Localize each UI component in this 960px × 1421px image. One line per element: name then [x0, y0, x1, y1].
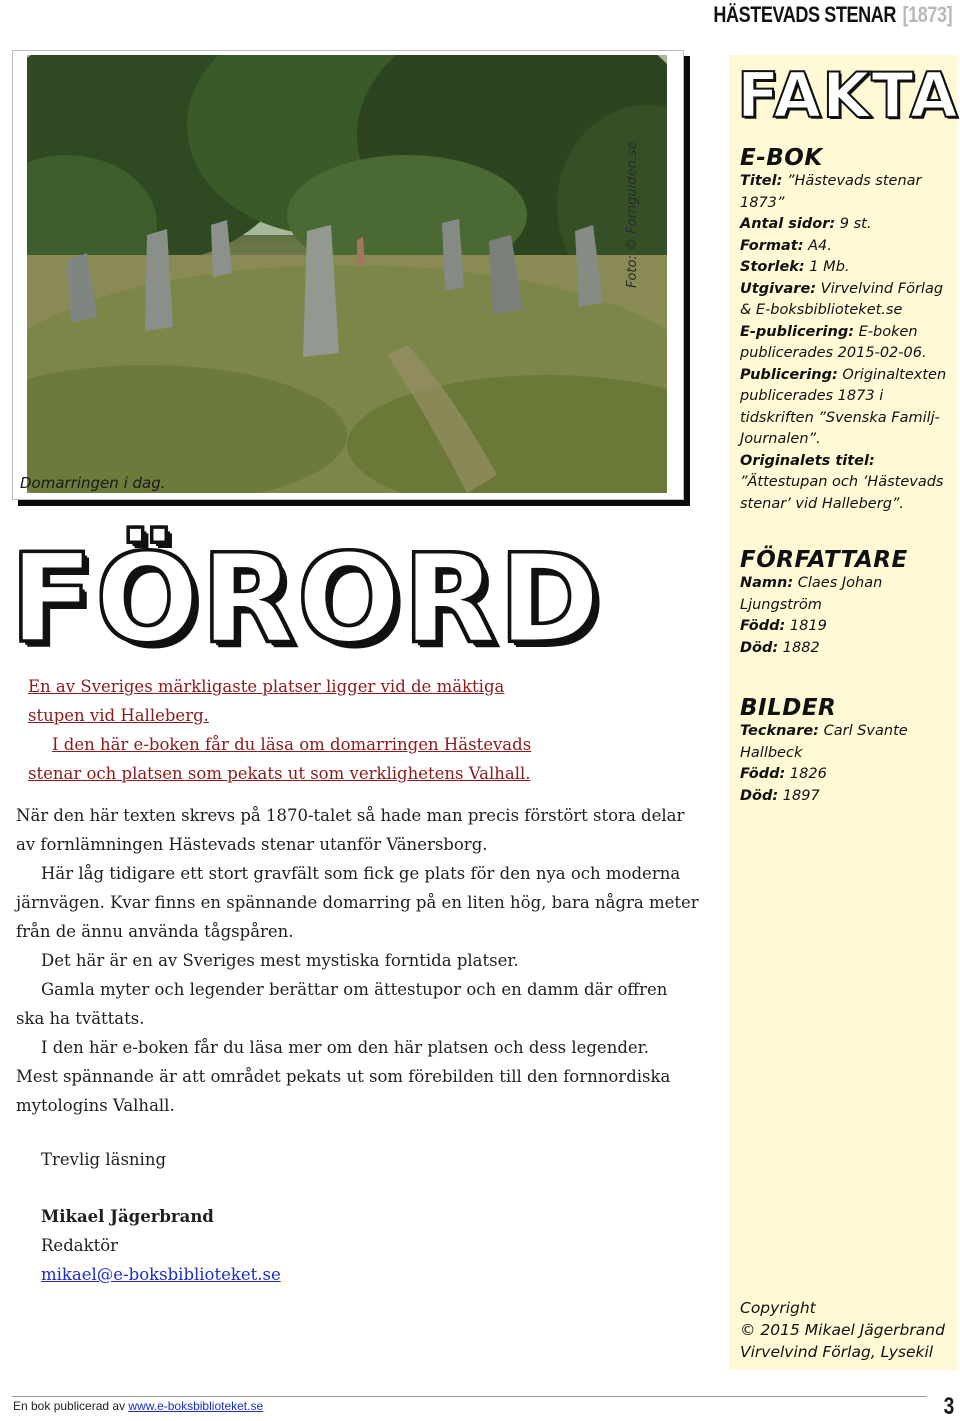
sidebar-title: FAKTA — [737, 59, 959, 132]
fact-row — [740, 171, 950, 214]
fact-key: Född: — [740, 618, 786, 634]
fact-value: Claes Johan Ljungström — [740, 575, 883, 613]
author-facts — [740, 547, 950, 659]
copyright-publisher: Virvelvind Förlag, Lysekil — [740, 1343, 934, 1361]
intro-paragraph-1: En av Sveriges märkligaste platser ligger vid de mäktiga stupen vid Halleberg. — [28, 677, 505, 725]
body-paragraph-5: I den här e-boken får du läsa mer om den här platsen och dess legender. — [41, 1038, 649, 1057]
signature-role: Redaktör — [41, 1236, 119, 1255]
intro-paragraph-2: I den här e-boken får du läsa om domarringen Hästevads stenar och platsen som pekats ut som verklighetens Valhall. — [28, 735, 532, 783]
fact-value: 1819 — [785, 618, 827, 634]
fact-key: Storlek: — [740, 259, 805, 275]
fact-row — [740, 786, 950, 808]
author-heading: FÖRFATTARE — [740, 547, 908, 573]
fact-value: 1897 — [778, 787, 820, 804]
signature-email-link[interactable]: mikael@e-boksbiblioteket.se — [41, 1265, 281, 1284]
fact-value: Originaltexten publicerades 1873 i tidskriften ”Svenska Familj-Journalen”. — [740, 366, 947, 447]
illustrator-heading: BILDER — [740, 695, 837, 721]
body-paragraph-6: Mest spännande är att området pekats ut som förebilden till den fornnordiska mytologins Valhall. — [16, 1067, 671, 1115]
running-title — [713, 1, 952, 29]
fact-key: E-publicering: — [740, 323, 854, 340]
fact-key: Titel: — [740, 173, 783, 189]
body-paragraph-4: Gamla myter och legender berättar om ättestupor och en damm där offren ska ha tvättats. — [16, 980, 668, 1028]
footer-divider — [12, 1396, 927, 1397]
fact-value: E-boken publicerades 2015-02-06. — [740, 323, 927, 361]
fact-key: Utgivare: — [740, 280, 817, 297]
fact-row — [740, 279, 950, 322]
fact-row — [740, 764, 950, 786]
fact-value: Virvelvind Förlag & E-boksbiblioteket.se — [740, 280, 944, 318]
fact-value: A4. — [803, 237, 832, 254]
footer-label: En bok publicerad av — [13, 1399, 129, 1413]
fact-row — [740, 257, 950, 279]
fact-row — [740, 573, 950, 616]
body-text — [16, 801, 700, 1120]
fact-value: 1 Mb. — [804, 259, 850, 275]
fact-sidebar — [729, 55, 957, 1370]
fact-row — [740, 451, 950, 516]
fact-value: ”Hästevads stenar 1873” — [740, 173, 922, 211]
photo-caption: Domarringen i dag. — [20, 474, 166, 492]
fact-key: Format: — [740, 237, 804, 254]
intro-text — [28, 672, 548, 788]
signature-name: Mikael Jägerbrand — [41, 1207, 214, 1226]
running-title-name: HÄSTEVADS STENAR — [713, 2, 896, 27]
fact-row — [740, 365, 950, 451]
fact-row — [740, 322, 950, 365]
fact-key: Född: — [740, 766, 786, 782]
footer-text — [13, 1399, 263, 1413]
fact-value: Carl Svante Hallbeck — [740, 723, 908, 761]
fact-key: Död: — [740, 787, 779, 804]
signoff-greeting: Trevlig läsning — [41, 1150, 167, 1169]
illustrator-facts — [740, 695, 950, 807]
page-header — [0, 0, 960, 30]
ebook-facts — [740, 145, 950, 515]
fact-key: Död: — [740, 639, 779, 656]
page-number: 3 — [943, 1393, 954, 1420]
fact-value: 1882 — [778, 639, 820, 656]
fact-value: 9 st. — [835, 216, 872, 232]
footer-website-link[interactable]: www.e-boksbiblioteket.se — [128, 1399, 264, 1413]
fact-row — [740, 721, 950, 764]
photo-credit: Foto: © Fornguiden.se — [625, 141, 640, 288]
fact-key: Publicering: — [740, 366, 838, 383]
copyright-holder: © 2015 Mikael Jägerbrand — [740, 1321, 945, 1339]
signature-block — [41, 1202, 281, 1289]
photo-illustration — [27, 55, 667, 493]
copyright-label: Copyright — [740, 1299, 816, 1317]
ebook-heading: E-BOK — [740, 145, 823, 171]
page-title: FÖRORD — [10, 528, 602, 670]
fact-row — [740, 638, 950, 660]
fact-value: ”Ättestupan och ’Hästevads stenar’ vid Halleberg”. — [740, 474, 944, 512]
fact-key: Namn: — [740, 575, 794, 591]
fact-row — [740, 236, 950, 258]
running-title-year: [1873] — [902, 2, 952, 27]
fact-key: Tecknare: — [740, 723, 819, 739]
body-paragraph-2: Här låg tidigare ett stort gravfält som fick ge plats för den nya och moderna järnvägen. Kvar finns en spännande domarring på en liten hög, bara några meter från de ännu använda tågspåren. — [16, 864, 699, 941]
photo-stone-circle — [27, 55, 667, 493]
body-paragraph-3: Det här är en av Sveriges mest mystiska forntida platser. — [41, 951, 519, 970]
photo-frame — [12, 50, 684, 500]
copyright-notice — [740, 1297, 955, 1363]
fact-value: 1826 — [785, 766, 827, 782]
body-paragraph-1: När den här texten skrevs på 1870-talet så hade man precis förstört stora delar av fornlämningen Hästevads stenar utanför Vänersborg. — [16, 806, 685, 854]
fact-row — [740, 616, 950, 638]
fact-key: Antal sidor: — [740, 216, 836, 232]
fact-row — [740, 214, 950, 236]
fact-key: Originalets titel: — [740, 452, 875, 469]
